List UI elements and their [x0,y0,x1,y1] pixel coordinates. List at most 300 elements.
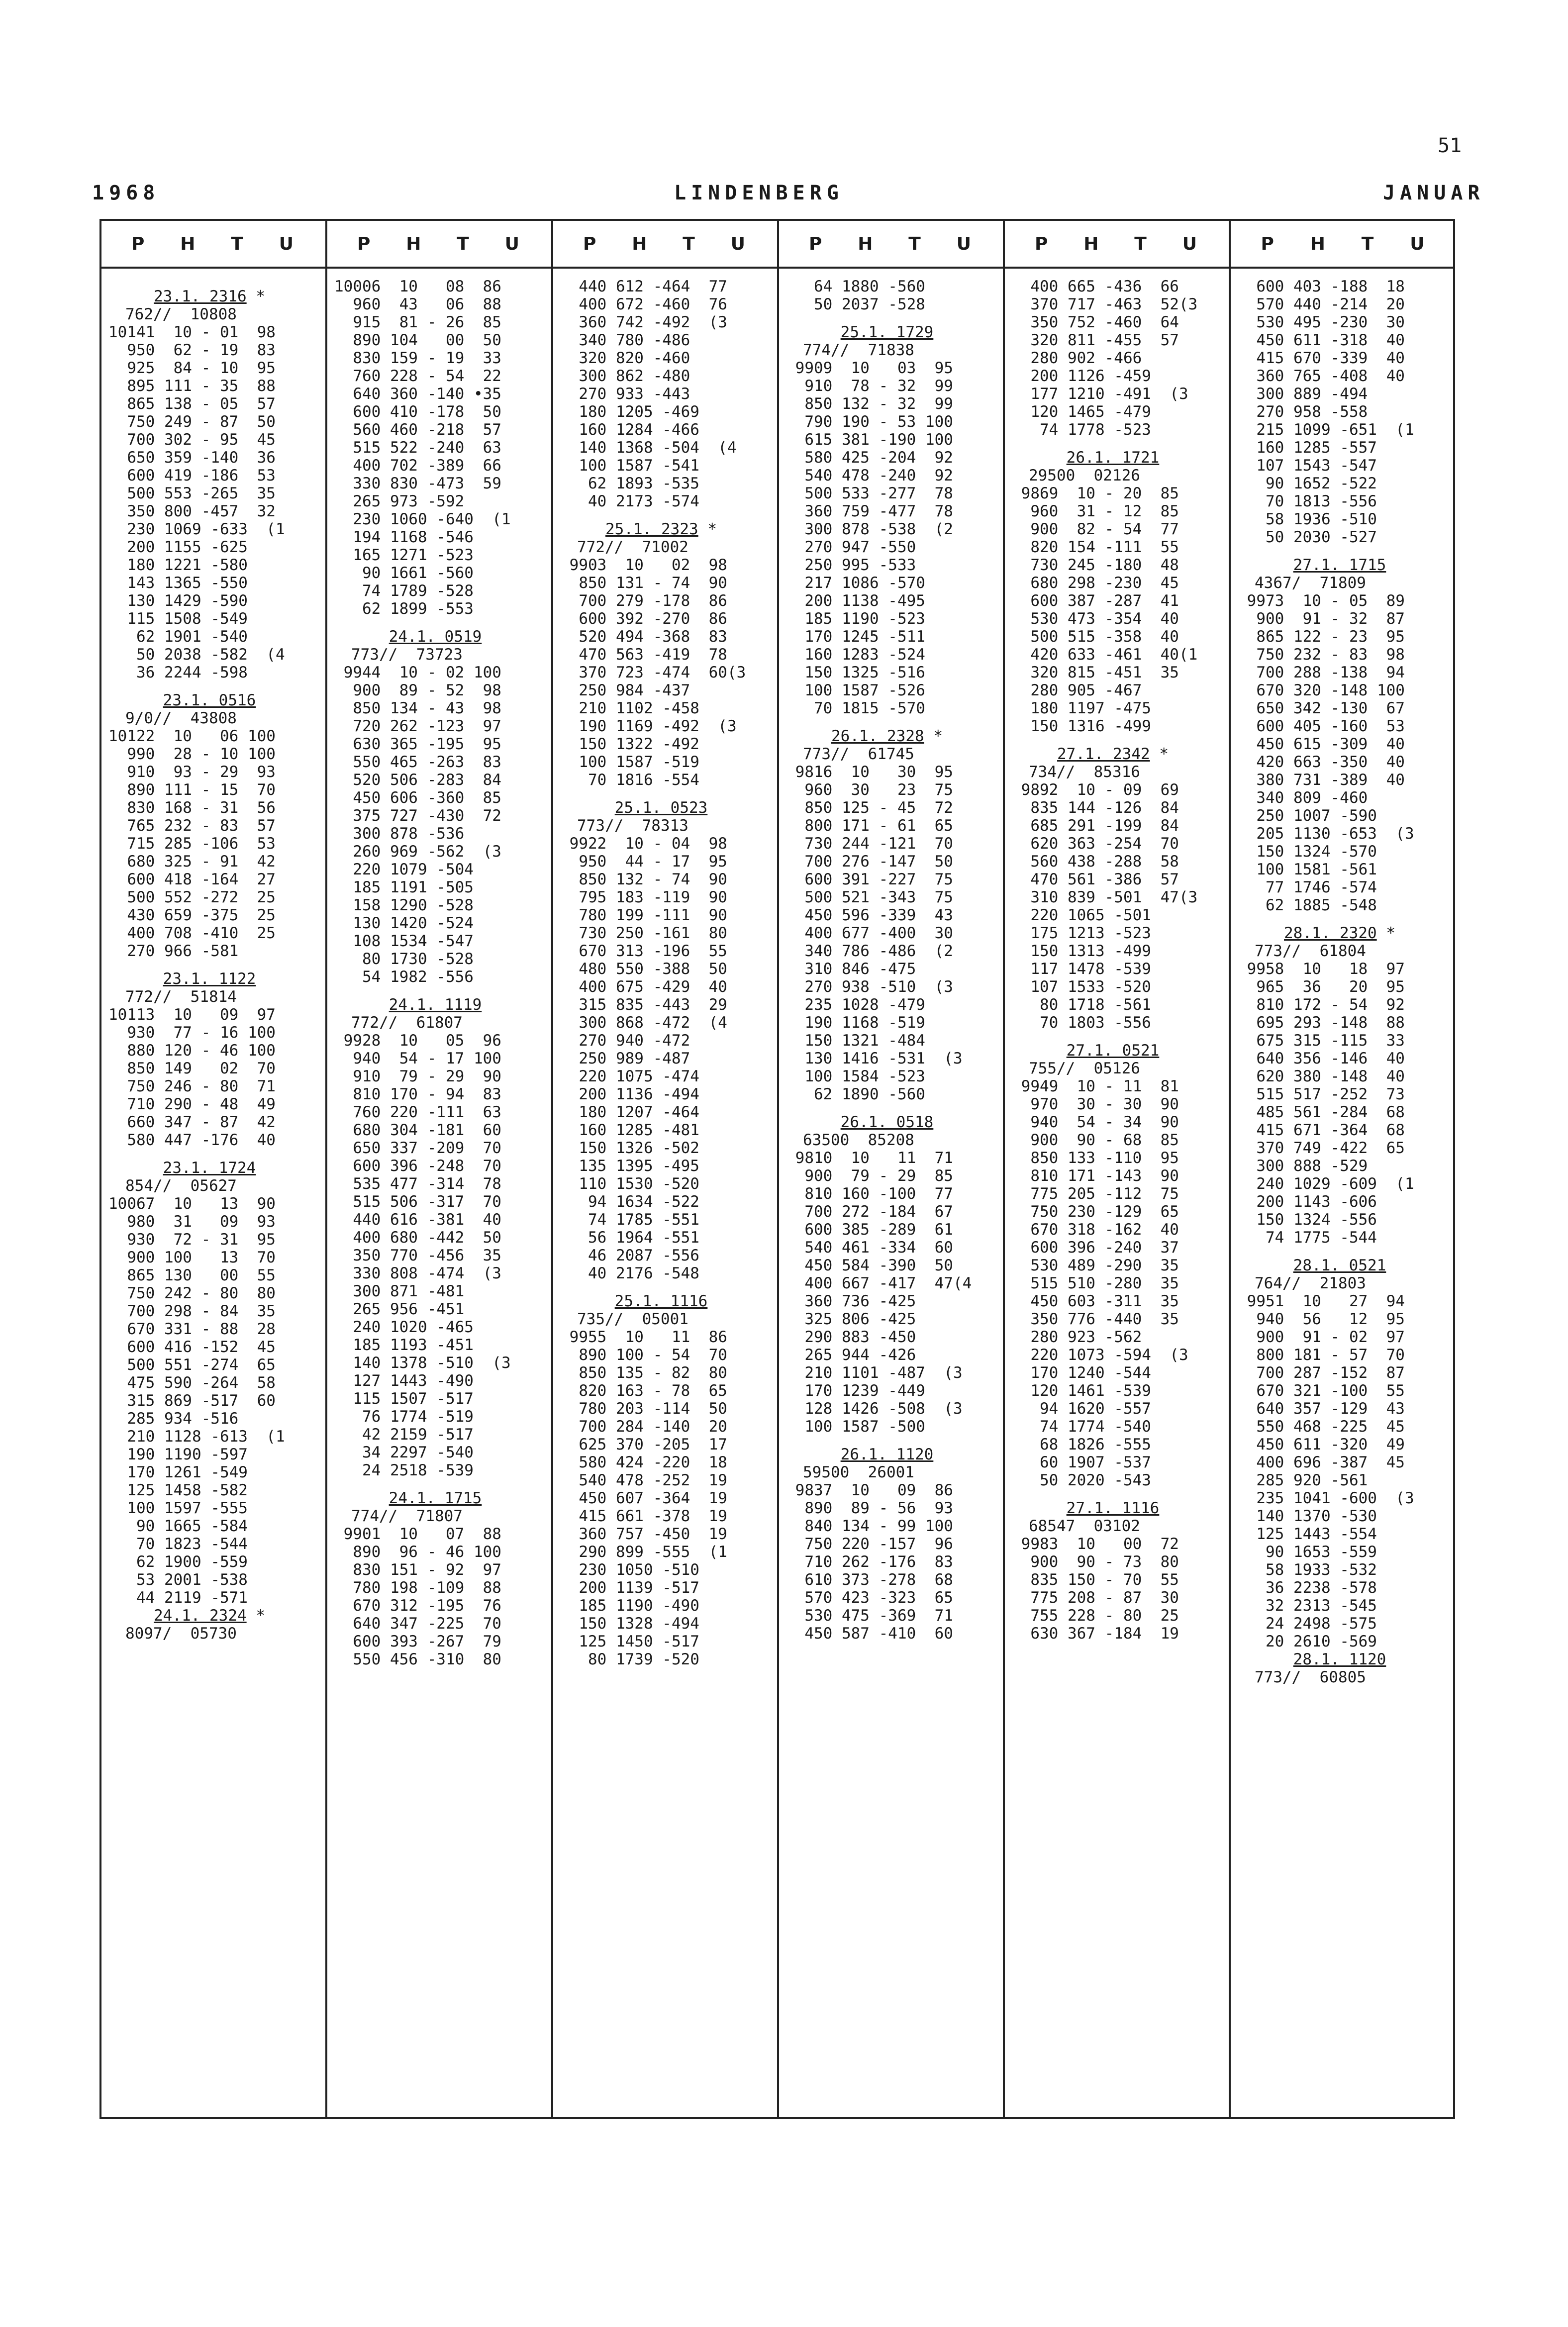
sounding-code: 9/0// 43808 [125,709,237,727]
table-row: 9922 10 - 04 98 [560,835,727,853]
table-row: 10113 10 09 97 [108,1006,276,1024]
table-row: 230 1050 -510 [560,1561,699,1579]
table-row: 810 171 -143 90 [1012,1167,1179,1185]
table-row: 520 506 -283 84 [334,771,501,789]
table-row: 515 522 -240 63 [334,439,501,457]
table-row: 550 456 -310 80 [334,1650,501,1668]
column-header-label: H [406,233,423,254]
table-row: 175 1213 -523 [1012,924,1151,942]
spacer [1012,1489,1224,1499]
table-row: 750 232 - 83 98 [1238,646,1405,664]
table-row: 675 315 -115 33 [1238,1032,1405,1050]
table-row: 200 1138 -495 [786,592,925,610]
table-row: 660 347 - 87 42 [108,1113,276,1131]
sounding-date-time: 27.1. 1116 [1066,1499,1160,1517]
table-row: 74 1785 -551 [560,1211,699,1229]
table-row: 70 1816 -554 [560,771,699,789]
table-row: 90 1661 -560 [334,564,474,582]
sounding-date-time: 24.1. 1119 [389,996,482,1014]
asterisk-mark: * [1376,924,1395,942]
table-row: 180 1205 -469 [560,403,699,421]
table-row: 320 815 -451 35 [1012,664,1179,681]
table-row: 475 590 -264 58 [108,1374,276,1392]
table-row: 230 1069 -633 (1 [108,520,285,538]
table-row: 200 1139 -517 [560,1579,699,1597]
table-row: 600 416 -152 45 [108,1338,276,1356]
table-row: 32 2313 -545 [1238,1597,1377,1615]
table-row: 100 1587 -519 [560,753,699,771]
table-row: 900 89 - 52 98 [334,681,501,699]
table-row: 600 410 -178 50 [334,403,501,421]
table-row: 290 883 -450 [786,1328,916,1346]
table-row: 177 1210 -491 (3 [1012,385,1188,403]
table-row: 210 1102 -458 [560,699,699,717]
table-row: 750 242 - 80 80 [108,1284,276,1302]
table-row: 160 1283 -524 [786,646,925,664]
table-row: 280 905 -467 [1012,681,1142,699]
table-row: 70 1823 -544 [108,1535,248,1553]
table-row: 450 587 -410 60 [786,1625,953,1643]
table-column [101,221,327,2117]
spacer [334,1479,546,1489]
table-row: 900 79 - 29 85 [786,1167,953,1185]
table-row: 70 1815 -570 [786,699,925,717]
table-row: 217 1086 -570 [786,574,925,592]
table-row: 780 199 -111 90 [560,906,727,924]
table-row: 150 1324 -570 [1238,843,1377,861]
table-row: 480 550 -388 50 [560,960,727,978]
table-row: 570 423 -323 65 [786,1589,953,1607]
table-row: 600 418 -164 27 [108,871,276,888]
table-row: 470 563 -419 78 [560,646,727,664]
table-row: 40 2176 -548 [560,1264,699,1282]
sounding-date-time: 27.1. 0521 [1066,1042,1160,1060]
table-row: 500 521 -343 75 [786,888,953,906]
table-row: 40 2173 -574 [560,492,699,510]
table-row: 330 830 -473 59 [334,475,501,492]
sounding-heading [560,1292,772,1310]
table-row: 143 1365 -550 [108,574,248,592]
table-row: 300 862 -480 [560,367,690,385]
table-row: 190 1169 -492 (3 [560,717,737,735]
sounding-heading [334,1489,546,1507]
table-row: 220 1065 -501 [1012,906,1151,924]
sounding-heading [786,727,998,745]
table-row: 600 385 -289 61 [786,1221,953,1239]
sounding-date-time: 25.1. 1116 [614,1292,708,1310]
table-row: 450 606 -360 85 [334,789,501,807]
table-row: 620 380 -148 40 [1238,1067,1405,1085]
sounding-heading [786,323,998,341]
table-row: 550 465 -263 83 [334,753,501,771]
sounding-heading [560,520,772,538]
column-header-label: H [1083,233,1101,254]
table-row: 50 2020 -543 [1012,1471,1151,1489]
table-row: 170 1239 -449 [786,1382,925,1400]
table-row: 310 839 -501 47(3 [1012,888,1198,906]
table-row: 300 868 -472 (4 [560,1014,727,1032]
table-row: 36 2238 -578 [1238,1579,1377,1597]
table-row: 580 424 -220 18 [560,1454,727,1471]
table-row: 700 279 -178 86 [560,592,727,610]
table-row: 360 736 -425 [786,1292,916,1310]
table-row: 115 1507 -517 [334,1390,474,1408]
table-row: 850 125 - 45 72 [786,799,953,817]
table-row: 285 934 -516 [108,1410,239,1428]
table-row: 600 396 -248 70 [334,1157,501,1175]
table-row: 950 62 - 19 83 [108,341,276,359]
table-row: 250 1007 -590 [1238,807,1377,825]
column-header-label: T [683,233,697,254]
table-row: 715 285 -106 53 [108,835,276,853]
table-row: 865 130 00 55 [108,1266,276,1284]
table-row: 235 1041 -600 (3 [1238,1489,1414,1507]
table-row: 500 533 -277 78 [786,485,953,502]
sounding-date-time: 26.1. 1721 [1066,449,1160,467]
asterisk-mark: * [246,288,265,305]
table-row: 850 135 - 82 80 [560,1364,727,1382]
table-column [779,221,1005,2117]
table-row: 62 1901 -540 [108,628,248,646]
table-row: 310 846 -475 [786,960,916,978]
table-row: 100 1581 -561 [1238,861,1377,878]
sounding-heading [334,996,546,1014]
table-row: 280 923 -562 [1012,1328,1142,1346]
table-row: 730 244 -121 70 [786,835,953,853]
table-row: 80 1730 -528 [334,950,474,968]
spacer [560,1282,772,1292]
table-row: 760 220 -111 63 [334,1103,501,1121]
table-row: 135 1395 -495 [560,1157,699,1175]
sounding-code: 854// 05627 [125,1177,237,1195]
table-row: 835 150 - 70 55 [1012,1571,1179,1589]
table-row: 895 111 - 35 88 [108,377,276,395]
sounding-date-time: 27.1. 1715 [1293,556,1386,574]
table-row: 400 667 -417 47(4 [786,1274,972,1292]
table-row: 220 1073 -594 (3 [1012,1346,1188,1364]
table-row: 540 478 -252 19 [560,1471,727,1489]
table-row: 150 1325 -516 [786,664,925,681]
running-head-station: LINDENBERG [674,182,844,204]
table-row: 615 381 -190 100 [786,431,953,449]
sounding-code: 773// 61804 [1255,942,1366,960]
spacer [560,789,772,799]
table-row: 485 561 -284 68 [1238,1103,1405,1121]
table-row: 640 360 -140 •35 [334,385,501,403]
table-row: 880 120 - 46 100 [108,1042,276,1060]
table-row: 107 1533 -520 [1012,978,1151,996]
table-row: 630 367 -184 19 [1012,1625,1179,1643]
column-header [101,221,325,267]
table-row: 960 30 23 75 [786,781,953,799]
table-row: 180 1197 -475 [1012,699,1151,717]
table-row: 400 680 -442 50 [334,1229,501,1247]
table-row: 600 393 -267 79 [334,1633,501,1650]
table-row: 600 403 -188 18 [1238,278,1405,295]
table-row: 300 888 -529 [1238,1157,1368,1175]
table-row: 400 672 -460 76 [560,295,727,313]
column-body [553,267,777,1668]
table-row: 50 2030 -527 [1238,528,1377,546]
table-row: 220 1079 -504 [334,861,474,878]
table-row: 330 808 -474 (3 [334,1264,501,1282]
table-row: 515 510 -280 35 [1012,1274,1179,1292]
sounding-code: 29500 02126 [1029,467,1140,485]
spacer [560,510,772,520]
table-row: 270 938 -510 (3 [786,978,953,996]
sounding-code: 762// 10808 [125,305,237,323]
table-row: 650 337 -209 70 [334,1139,501,1157]
table-row: 180 1207 -464 [560,1103,699,1121]
table-row: 540 461 -334 60 [786,1239,953,1257]
table-row: 9928 10 05 96 [334,1032,501,1050]
table-row: 820 163 - 78 65 [560,1382,727,1400]
table-row: 9816 10 30 95 [786,763,953,781]
table-row: 560 460 -218 57 [334,421,501,439]
table-row: 980 31 09 93 [108,1213,276,1231]
table-row: 280 902 -466 [1012,349,1142,367]
table-row: 9903 10 02 98 [560,556,727,574]
table-row: 750 249 - 87 50 [108,413,276,431]
table-row: 890 96 - 46 100 [334,1543,501,1561]
sounding-code: 735// 05001 [577,1310,688,1328]
column-header [1231,221,1457,267]
table-row: 750 220 -157 96 [786,1535,953,1553]
table-row: 350 776 -440 35 [1012,1310,1179,1328]
table-row: 470 561 -386 57 [1012,871,1179,888]
table-row: 900 90 - 68 85 [1012,1131,1179,1149]
column-header-label: U [279,233,295,254]
table-row: 950 44 - 17 95 [560,853,727,871]
table-row: 36 2244 -598 [108,664,248,681]
table-row: 210 1101 -487 (3 [786,1364,963,1382]
table-row: 70 1813 -556 [1238,492,1377,510]
sounding-code: 59500 26001 [803,1463,914,1481]
table-row: 315 869 -517 60 [108,1392,276,1410]
table-row: 315 835 -443 29 [560,996,727,1014]
column-header [553,221,777,267]
table-row: 500 515 -358 40 [1012,628,1179,646]
page-number: 51 [1438,134,1462,157]
asterisk-mark: * [1150,745,1169,763]
table-row: 34 2297 -540 [334,1444,474,1461]
table-row: 9973 10 - 05 89 [1238,592,1405,610]
table-row: 74 1778 -523 [1012,421,1151,439]
table-row: 185 1191 -505 [334,878,474,896]
column-header-label: U [504,233,521,254]
table-row: 90 1652 -522 [1238,475,1377,492]
table-row: 9955 10 11 86 [560,1328,727,1346]
spacer [108,1149,320,1159]
table-row: 910 93 - 29 93 [108,763,276,781]
table-row: 24 2518 -539 [334,1461,474,1479]
table-row: 9951 10 27 94 [1238,1292,1405,1310]
table-row: 160 1285 -481 [560,1121,699,1139]
sounding-heading [1238,556,1452,574]
column-header-label: T [457,233,471,254]
table-row: 850 133 -110 95 [1012,1149,1179,1167]
table-row: 835 144 -126 84 [1012,799,1179,817]
table-row: 9892 10 - 09 69 [1012,781,1179,799]
table-row: 530 475 -369 71 [786,1607,953,1625]
table-row: 185 1190 -490 [560,1597,699,1615]
table-row: 130 1420 -524 [334,914,474,932]
table-row: 515 506 -317 70 [334,1193,501,1211]
table-row: 535 477 -314 78 [334,1175,501,1193]
table-row: 600 387 -287 41 [1012,592,1179,610]
table-row: 62 1885 -548 [1238,896,1377,914]
sounding-code: 773// 61745 [803,745,914,763]
table-row: 540 478 -240 92 [786,467,953,485]
sounding-heading [560,799,772,817]
table-row: 125 1450 -517 [560,1633,699,1650]
table-row: 250 989 -487 [560,1050,690,1067]
table-row: 94 1634 -522 [560,1193,699,1211]
table-row: 62 1890 -560 [786,1085,925,1103]
sounding-date-time: 23.1. 2316 [154,288,247,305]
table-row: 450 596 -339 43 [786,906,953,924]
table-row: 9958 10 18 97 [1238,960,1405,978]
table-row: 600 419 -186 53 [108,467,276,485]
table-row: 128 1426 -508 (3 [786,1400,963,1418]
table-row: 890 111 - 15 70 [108,781,276,799]
column-header-label: H [858,233,875,254]
table-row: 340 780 -486 [560,331,690,349]
column-header-label: H [1310,233,1327,254]
table-row: 265 973 -592 [334,492,465,510]
sounding-code: 734// 85316 [1029,763,1140,781]
table-row: 9983 10 00 72 [1012,1535,1179,1553]
table-row: 108 1534 -547 [334,932,474,950]
table-row: 158 1290 -528 [334,896,474,914]
table-column [1005,221,1231,2117]
table-row: 450 607 -364 19 [560,1489,727,1507]
table-row: 325 806 -425 [786,1310,916,1328]
table-row: 400 696 -387 45 [1238,1454,1405,1471]
sounding-code: 773// 73723 [351,646,463,664]
table-row: 56 1964 -551 [560,1229,699,1247]
table-row: 550 468 -225 45 [1238,1418,1405,1436]
table-row: 9869 10 - 20 85 [1012,485,1179,502]
sounding-date-time: 27.1. 2342 [1057,745,1150,763]
table-row: 810 172 - 54 92 [1238,996,1405,1014]
table-row: 700 287 -152 87 [1238,1364,1405,1382]
table-row: 710 262 -176 83 [786,1553,953,1571]
table-row: 500 552 -272 25 [108,888,276,906]
column-body [101,267,325,1643]
table-row: 700 302 - 95 45 [108,431,276,449]
table-row: 150 1322 -492 [560,735,699,753]
sounding-heading [1012,745,1224,763]
table-row: 68 1826 -555 [1012,1436,1151,1454]
table-row: 685 291 -199 84 [1012,817,1179,835]
table-row: 300 871 -481 [334,1282,465,1300]
table-row: 50 2038 -582 (4 [108,646,285,664]
table-row: 850 132 - 32 99 [786,395,953,413]
column-header [779,221,1003,267]
table-column [1231,221,1457,2117]
table-row: 450 611 -320 49 [1238,1436,1405,1454]
table-row: 194 1168 -546 [334,528,474,546]
table-row: 285 920 -561 [1238,1471,1368,1489]
table-row: 865 138 - 05 57 [108,395,276,413]
table-row: 140 1370 -530 [1238,1507,1377,1525]
table-row: 205 1130 -653 (3 [1238,825,1414,843]
sounding-date-time: 26.1. 1120 [840,1446,934,1463]
table-row: 850 134 - 43 98 [334,699,501,717]
table-row: 700 288 -138 94 [1238,664,1405,681]
table-row: 530 495 -230 30 [1238,313,1405,331]
spacer [786,717,998,727]
sounding-table [99,219,1455,2119]
table-row: 150 1326 -502 [560,1139,699,1157]
table-row: 46 2087 -556 [560,1247,699,1264]
asterisk-mark: * [698,520,717,538]
table-row: 165 1271 -523 [334,546,474,564]
sounding-heading [1012,449,1224,467]
table-row: 150 1316 -499 [1012,717,1151,735]
table-row: 9837 10 09 86 [786,1481,953,1499]
table-row: 300 889 -494 [1238,385,1368,403]
sounding-heading [1238,924,1452,942]
column-body [779,267,1003,1643]
table-row: 370 723 -474 60(3 [560,664,746,681]
spacer [786,1103,998,1113]
column-body [1005,267,1229,1643]
table-row: 130 1416 -531 (3 [786,1050,963,1067]
table-row: 270 966 -581 [108,942,239,960]
table-row: 820 154 -111 55 [1012,538,1179,556]
table-row: 235 1028 -479 [786,996,925,1014]
asterisk-mark: * [246,1607,265,1625]
table-row: 530 473 -354 40 [1012,610,1179,628]
sounding-date-time: 25.1. 0523 [614,799,708,817]
table-row: 695 293 -148 88 [1238,1014,1405,1032]
table-row: 120 1461 -539 [1012,1382,1151,1400]
table-row: 60 1907 -537 [1012,1454,1151,1471]
table-row: 570 440 -214 20 [1238,295,1405,313]
sounding-code: 774// 71807 [351,1507,463,1525]
column-header-label: P [1261,233,1276,254]
table-row: 625 370 -205 17 [560,1436,727,1454]
sounding-date-time: 23.1. 0516 [163,691,256,709]
table-row: 865 122 - 23 95 [1238,628,1405,646]
spacer [1012,1032,1224,1042]
sounding-code: 764// 21803 [1255,1274,1366,1292]
sounding-date-time: 26.1. 0518 [840,1113,934,1131]
spacer [334,618,546,628]
table-row: 830 159 - 19 33 [334,349,501,367]
table-row: 160 1284 -466 [560,421,699,439]
table-row: 270 947 -550 [786,538,916,556]
sounding-date-time: 23.1. 1122 [163,970,256,988]
table-row: 765 232 - 83 57 [108,817,276,835]
table-row: 600 392 -270 86 [560,610,727,628]
table-row: 520 494 -368 83 [560,628,727,646]
table-row: 76 1774 -519 [334,1408,474,1426]
table-row: 900 91 - 02 97 [1238,1328,1405,1346]
table-row: 560 438 -288 58 [1012,853,1179,871]
column-body [327,267,551,1668]
sounding-date-time: 26.1. 2328 [831,727,924,745]
table-row: 970 30 - 30 90 [1012,1095,1179,1113]
table-row: 20 2610 -569 [1238,1633,1377,1650]
table-row: 640 347 -225 70 [334,1615,501,1633]
table-row: 440 612 -464 77 [560,278,727,295]
sounding-date-time: 24.1. 1715 [389,1489,482,1507]
table-row: 620 363 -254 70 [1012,835,1179,853]
table-row: 400 675 -429 40 [560,978,727,996]
